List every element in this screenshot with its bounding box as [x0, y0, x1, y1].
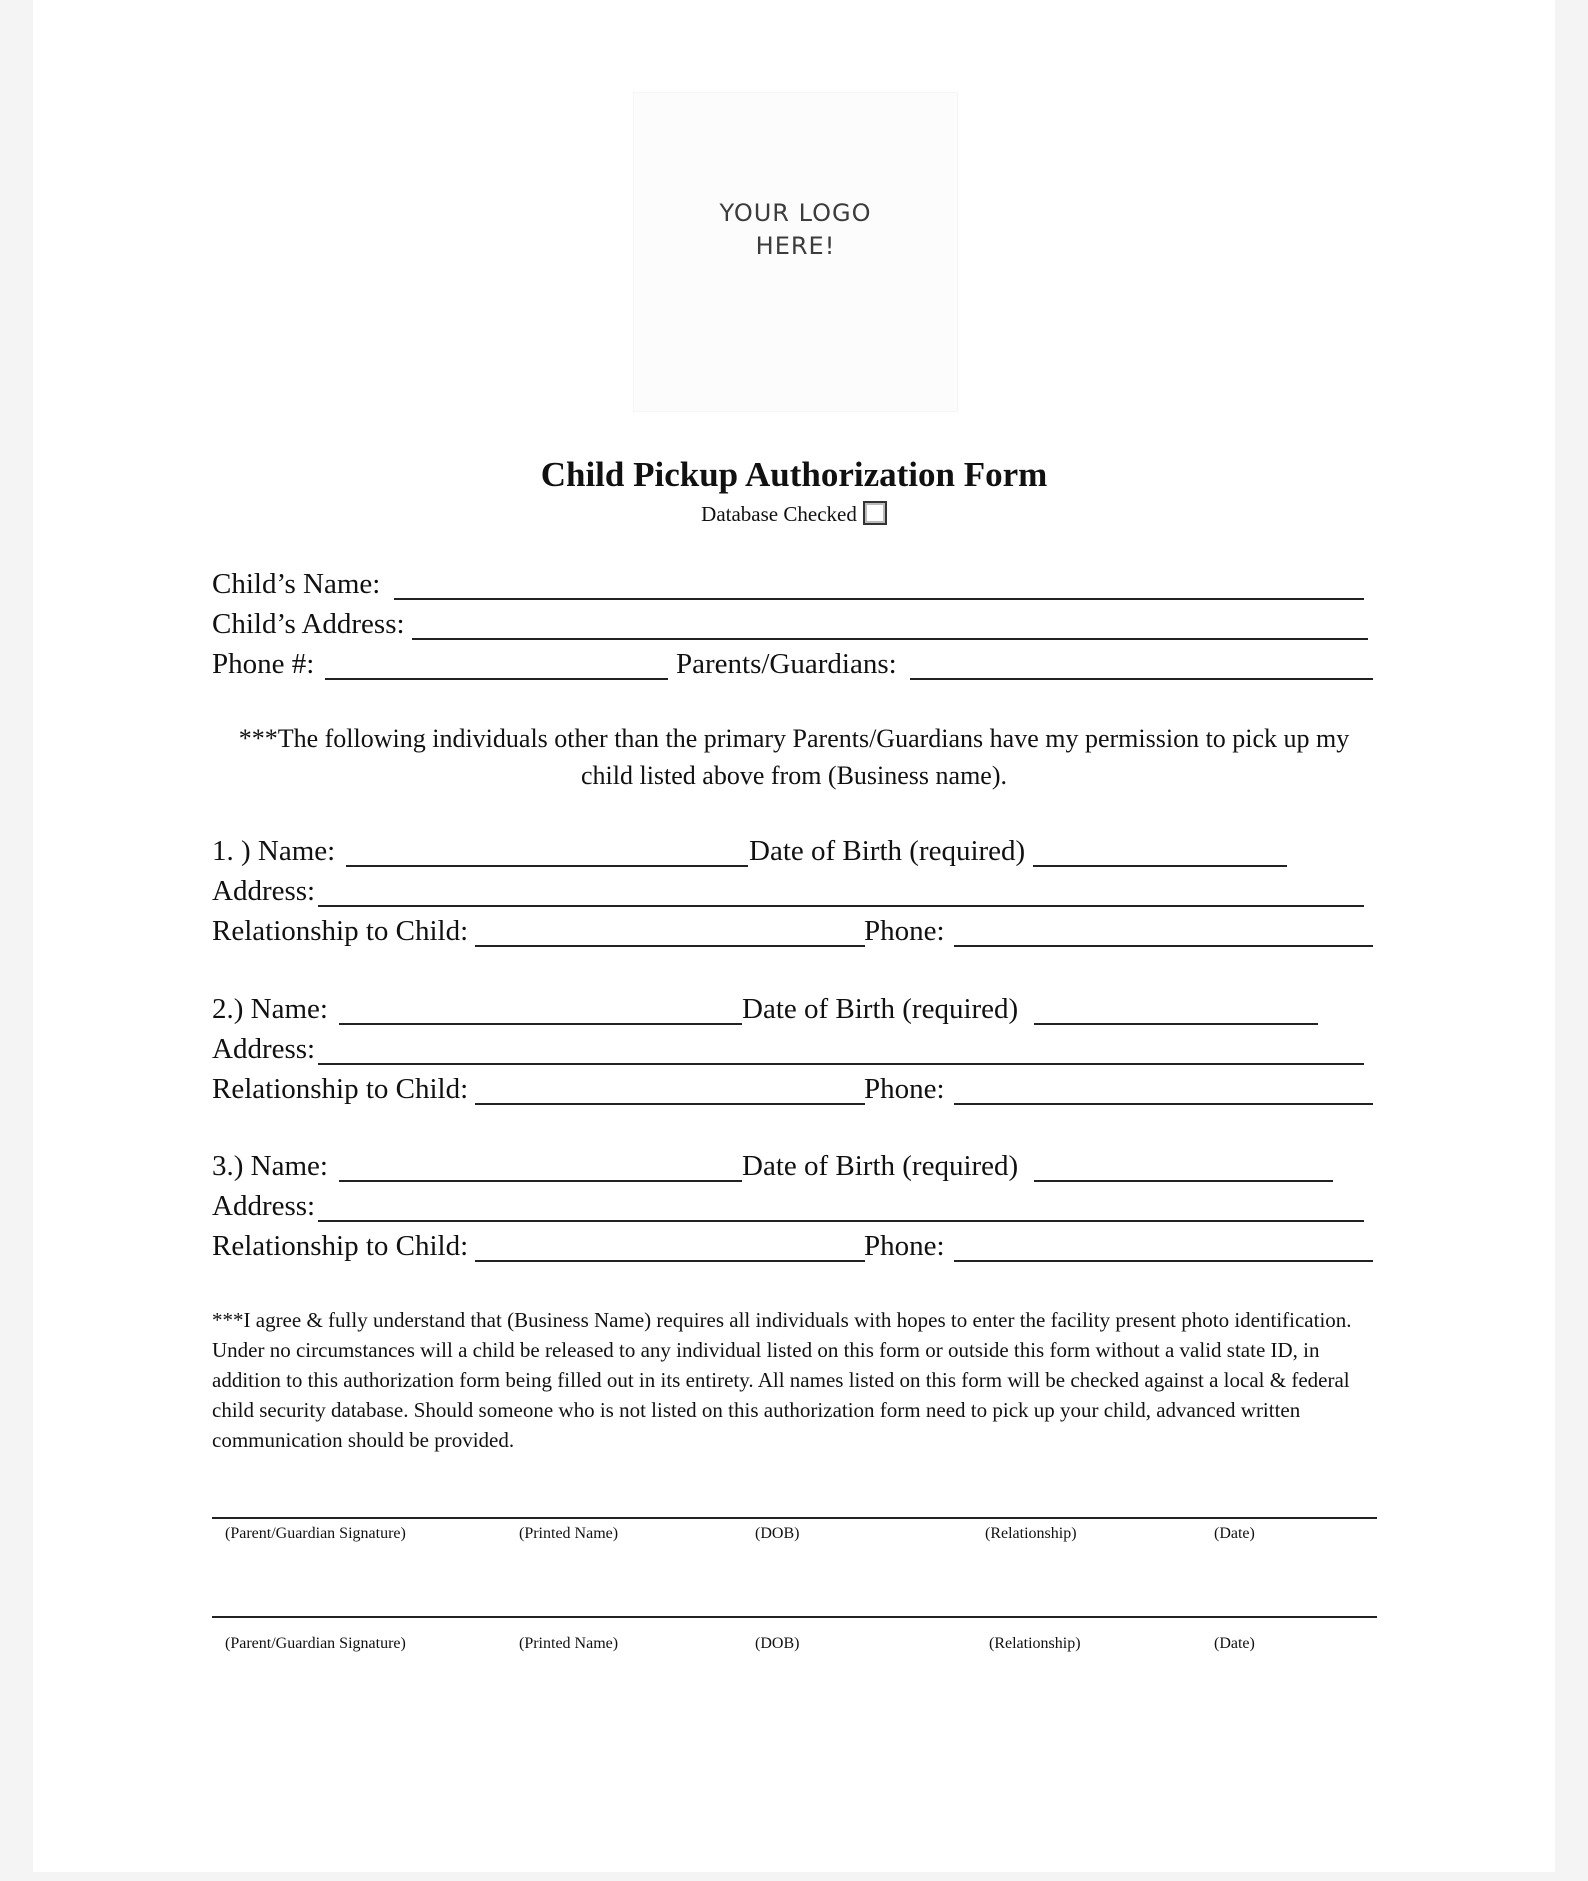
individual-3-dob-label: Date of Birth (required)	[742, 1150, 1019, 1182]
relationship-2-caption: (Relationship)	[989, 1635, 1081, 1652]
individual-3-relationship-label: Relationship to Child:	[212, 1230, 469, 1262]
individual-2-relationship-field[interactable]	[475, 1103, 865, 1105]
individual-2-phone-field[interactable]	[954, 1103, 1373, 1105]
parents-guardians-label: Parents/Guardians:	[676, 648, 897, 680]
individual-1-address-field[interactable]	[318, 905, 1364, 907]
dob-1-caption: (DOB)	[755, 1525, 800, 1542]
signature-1-caption: (Parent/Guardian Signature)	[225, 1525, 406, 1542]
child-phone-field[interactable]	[325, 678, 668, 680]
date-2-caption: (Date)	[1214, 1635, 1255, 1652]
printed-name-2-caption: (Printed Name)	[519, 1635, 619, 1652]
individual-3-phone-field[interactable]	[954, 1260, 1373, 1262]
permission-notice: ***The following individuals other than the primary Parents/Guardians have my permission to pick up my child listed above from (Business name).	[238, 724, 1350, 790]
individual-1-name-label: 1. ) Name:	[212, 835, 336, 867]
database-checked-label: Database Checked	[701, 502, 857, 526]
individual-3-address-field[interactable]	[318, 1220, 1364, 1222]
individual-2-name-label: 2.) Name:	[212, 993, 328, 1025]
individual-1-address-label: Address:	[212, 875, 316, 907]
individual-3-name-field[interactable]	[339, 1180, 742, 1182]
child-name-field[interactable]	[394, 598, 1364, 600]
individual-1-relationship-field[interactable]	[475, 945, 865, 947]
parents-guardians-field[interactable]	[910, 678, 1373, 680]
signature-2-caption: (Parent/Guardian Signature)	[225, 1635, 406, 1652]
signature-line-2[interactable]	[212, 1616, 1377, 1618]
individual-2-dob-field[interactable]	[1034, 1023, 1318, 1025]
child-name-label: Child’s Name:	[212, 568, 381, 600]
individual-3-relationship-field[interactable]	[475, 1260, 865, 1262]
individual-2-address-label: Address:	[212, 1033, 316, 1065]
individual-1-dob-field[interactable]	[1033, 865, 1287, 867]
individual-3-dob-field[interactable]	[1034, 1180, 1333, 1182]
individual-3-address-label: Address:	[212, 1190, 316, 1222]
individual-2-name-field[interactable]	[339, 1023, 742, 1025]
individual-1-dob-label: Date of Birth (required)	[749, 835, 1026, 867]
logo-placeholder	[633, 92, 958, 412]
individual-3-name-label: 3.) Name:	[212, 1150, 328, 1182]
dob-2-caption: (DOB)	[755, 1635, 800, 1652]
logo-text	[634, 197, 957, 263]
database-checked	[0, 500, 1588, 528]
child-phone-label: Phone #:	[212, 648, 315, 680]
child-address-field[interactable]	[412, 638, 1368, 640]
individual-1-phone-field[interactable]	[954, 945, 1373, 947]
date-1-caption: (Date)	[1214, 1525, 1255, 1542]
logo-line-1: YOUR LOGO	[719, 199, 872, 227]
database-checked-checkbox[interactable]	[863, 501, 887, 525]
printed-name-1-caption: (Printed Name)	[519, 1525, 619, 1542]
individual-2-dob-label: Date of Birth (required)	[742, 993, 1019, 1025]
individual-2-relationship-label: Relationship to Child:	[212, 1073, 469, 1105]
child-address-label: Child’s Address:	[212, 608, 405, 640]
individual-1-name-field[interactable]	[346, 865, 748, 867]
individual-2-phone-label: Phone:	[864, 1073, 945, 1105]
signature-line-1[interactable]	[212, 1517, 1377, 1519]
page-title: Child Pickup Authorization Form	[540, 455, 1048, 494]
logo-line-2: HERE!	[755, 232, 836, 260]
individual-2-address-field[interactable]	[318, 1063, 1364, 1065]
relationship-1-caption: (Relationship)	[985, 1525, 1077, 1542]
individual-3-phone-label: Phone:	[864, 1230, 945, 1262]
agreement-paragraph: ***I agree & fully understand that (Business Name) requires all individuals with hopes to enter the facility present photo identification. Under no circumstances will a child be released to any individual listed on this form or outside this form without a valid state ID, in addition to this authorization form being filled out in its entirety. All names listed on this form will be checked against a local & federal child security database. Should someone who is not listed on this authorization form need to pick up your child, advanced written communication should be provided.	[212, 1308, 1352, 1452]
individual-1-relationship-label: Relationship to Child:	[212, 915, 469, 947]
individual-1-phone-label: Phone:	[864, 915, 945, 947]
